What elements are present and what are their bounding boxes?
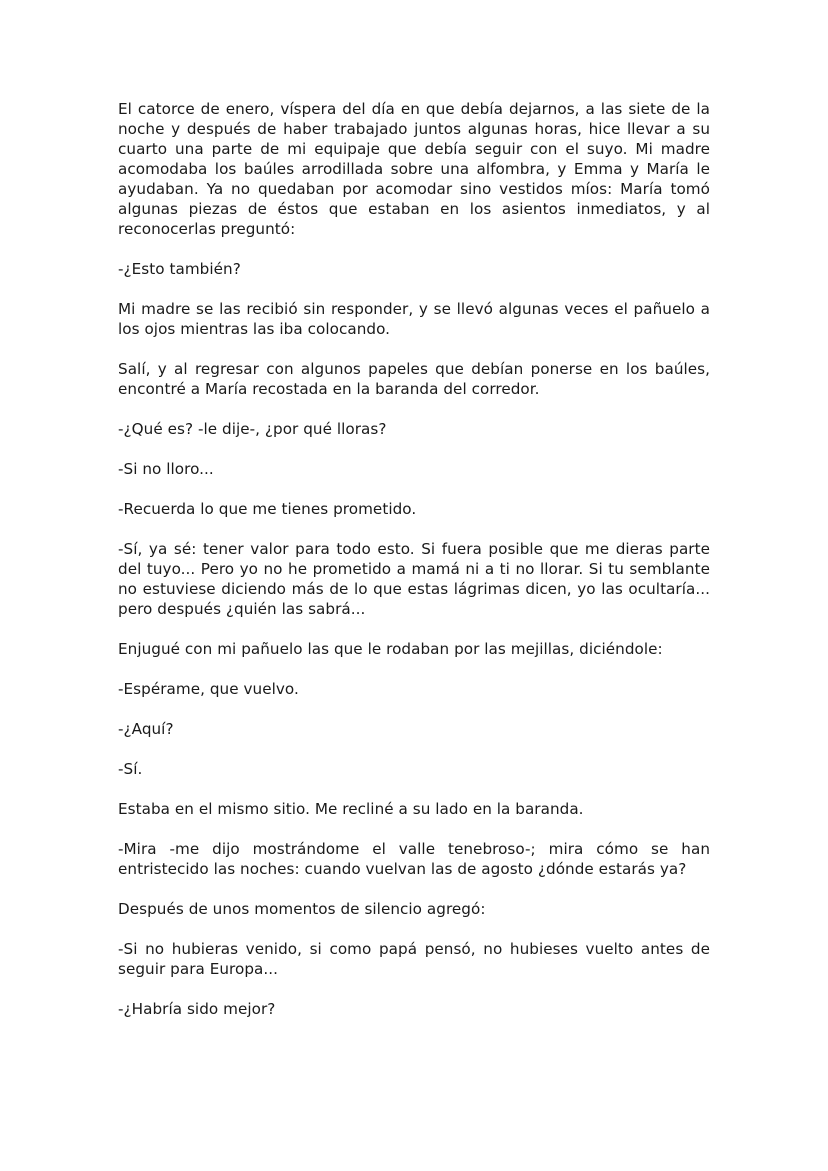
- paragraph-9: Enjugué con mi pañuelo las que le rodaban por las mejillas, diciéndole:: [118, 640, 663, 658]
- paragraph-6: -Si no lloro...: [118, 460, 214, 478]
- paragraph-17: -¿Habría sido mejor?: [118, 1000, 276, 1018]
- paragraph-8: -Sí, ya sé: tener valor para todo esto. Si fuera posible que me dieras parte del tuyo... Pero yo no he prometido a mamá ni a ti no llorar. Si tu semblante no estuviese diciendo más de lo que estas lágrimas dicen, yo las ocultaría... pero después ¿quién las sabrá...: [118, 540, 710, 618]
- document-body: [118, 99, 710, 1039]
- paragraph-4: Salí, y al regresar con algunos papeles que debían ponerse en los baúles, encontré a María recostada en la baranda del corredor.: [118, 360, 710, 398]
- paragraph-12: -Sí.: [118, 760, 143, 778]
- paragraph-14: -Mira -me dijo mostrándome el valle tenebroso-; mira cómo se han entristecido las noches: cuando vuelvan las de agosto ¿dónde estarás ya?: [118, 840, 710, 878]
- paragraph-3: Mi madre se las recibió sin responder, y se llevó algunas veces el pañuelo a los ojos mientras las iba colocando.: [118, 300, 710, 338]
- paragraph-10: -Espérame, que vuelvo.: [118, 680, 299, 698]
- paragraph-1: El catorce de enero, víspera del día en que debía dejarnos, a las siete de la noche y después de haber trabajado juntos algunas horas, hice llevar a su cuarto una parte de mi equipaje que debía seguir con el suyo. Mi madre acomodaba los baúles arrodillada sobre una alfombra, y Emma y María le ayudaban. Ya no quedaban por acomodar sino vestidos míos: María tomó algunas piezas de éstos que estaban en los asientos inmediatos, y al reconocerlas preguntó:: [118, 100, 710, 238]
- paragraph-15: Después de unos momentos de silencio agregó:: [118, 900, 486, 918]
- paragraph-13: Estaba en el mismo sitio. Me recliné a su lado en la baranda.: [118, 800, 584, 818]
- paragraph-11: -¿Aquí?: [118, 720, 174, 738]
- paragraph-16: -Si no hubieras venido, si como papá pensó, no hubieses vuelto antes de seguir para Europa...: [118, 940, 710, 978]
- paragraph-5: -¿Qué es? -le dije-, ¿por qué lloras?: [118, 420, 387, 438]
- paragraph-2: -¿Esto también?: [118, 260, 241, 278]
- paragraph-7: -Recuerda lo que me tienes prometido.: [118, 500, 417, 518]
